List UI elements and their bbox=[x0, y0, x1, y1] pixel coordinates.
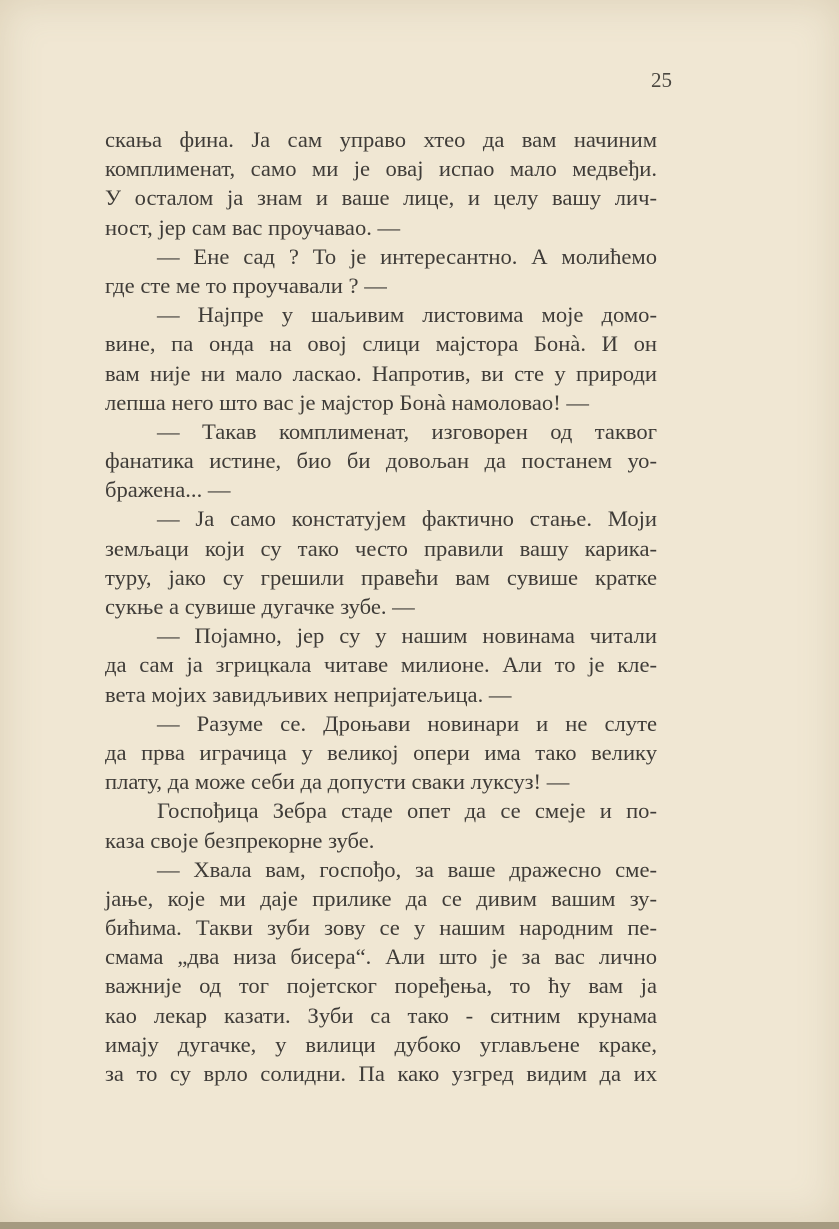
text-line: — Ја само констатујем фактично стање. Моји bbox=[157, 506, 657, 532]
text-line: важније од тог појетског поређења, то ћу вам ја bbox=[105, 973, 657, 999]
text-line: вета мојих завидљивих непријатељица. — bbox=[105, 681, 512, 707]
text-line: имају дугачке, у вилици дубоко углављене краке, bbox=[105, 1031, 657, 1057]
text-line: туру, јако су грешили правећи вам сувише кратке bbox=[105, 564, 657, 590]
text-line: комплименат, само ми је овај испао мало медвеђи. bbox=[105, 156, 657, 182]
text-line: — Ене сад ? То је интересантно. А молићемо bbox=[157, 243, 657, 269]
text-line: каза своје безпрекорне зубе. bbox=[105, 827, 375, 853]
text-line: лепша него што вас је мајстор Бонà намоловао! — bbox=[105, 389, 589, 415]
text-line: за то су врло солидни. Па како узгред видим да их bbox=[105, 1061, 657, 1086]
text-line: вине, па онда на овој слици мајстора Бонà. И он bbox=[105, 331, 657, 357]
text-line: — Најпре у шаљивим листовима моје домо- bbox=[157, 302, 657, 328]
text-line: плату, да може себи да допусти сваки луксуз! — bbox=[105, 769, 570, 795]
page-number: 25 bbox=[651, 68, 672, 92]
text-line: — Појамно, јер су у нашим новинама читали bbox=[157, 623, 657, 649]
text-line: ност, јер сам вас проучавао. — bbox=[105, 214, 401, 240]
text-line: — Такав комплименат, изговорен од таквог bbox=[157, 418, 657, 444]
text-line: јање, које ми даје прилике да се дивим вашим зу- bbox=[105, 885, 657, 911]
text-line: скања фина. Ја сам управо хтео да вам начиним bbox=[105, 127, 657, 152]
text-line: бражена... — bbox=[105, 477, 231, 503]
text-line: — Хвала вам, госпођо, за ваше дражесно сме- bbox=[157, 856, 657, 882]
text-line: где сте ме то проучавали ? — bbox=[105, 272, 387, 298]
text-line: сукње а сувише дугачке зубе. — bbox=[105, 594, 415, 619]
text-line: да сам ја згрицкала читаве милионе. Али то је кле- bbox=[105, 652, 657, 678]
scan-bottom-edge bbox=[0, 1222, 839, 1229]
text-line: — Разуме се. Дроњави новинари и не слуте bbox=[157, 710, 657, 736]
text-line: бићима. Такви зуби зову се у нашим народним пе- bbox=[105, 915, 657, 941]
text-line: вам није ни мало ласкао. Напротив, ви сте у природи bbox=[105, 360, 657, 386]
text-line: смама „два низа бисера“. Али што је за вас лично bbox=[105, 944, 657, 970]
text-line: да прва играчица у великој опери има тако велику bbox=[105, 739, 657, 765]
text-line: У осталом ја знам и ваше лице, и целу вашу лич- bbox=[105, 185, 657, 211]
text-line: фанатика истине, био би довољан да постанем уо- bbox=[105, 448, 657, 474]
body-text bbox=[105, 125, 657, 1088]
text-line: земљаци који су тако често правили вашу карика- bbox=[105, 535, 657, 561]
text-line: као лекар казати. Зуби са тако - ситним крунама bbox=[105, 1002, 657, 1028]
text-line: Госпођица Зебра стаде опет да се смеје и по- bbox=[157, 798, 657, 824]
